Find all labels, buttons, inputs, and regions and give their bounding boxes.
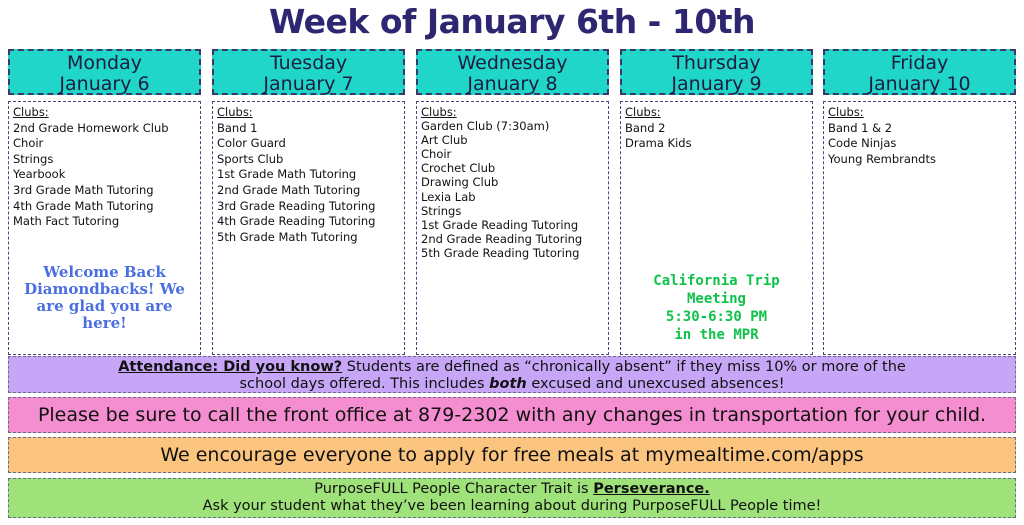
- clubs-label: Clubs:: [217, 105, 253, 119]
- trip-meeting-location: in the MPR: [674, 327, 759, 343]
- day-header-tuesday: [212, 49, 405, 95]
- day-header-friday: [823, 49, 1016, 95]
- day-date: January 8: [467, 73, 558, 95]
- clubs-label: Clubs:: [421, 105, 457, 119]
- clubs-label: Clubs:: [13, 105, 49, 119]
- club-item: 3rd Grade Reading Tutoring: [217, 198, 376, 213]
- day-date: January 9: [671, 73, 762, 95]
- club-item: Strings: [13, 151, 54, 166]
- welcome-message: Welcome Back Diamondbacks! We are glad you are here!: [24, 263, 185, 332]
- day-date: January 7: [263, 73, 354, 95]
- attendance-text-2: school days offered. This includes: [239, 376, 490, 392]
- day-name: Friday: [890, 52, 949, 74]
- trait-intro: PurposeFULL People Character Trait is: [314, 481, 594, 497]
- trip-meeting-notice: [625, 272, 808, 344]
- day-name: Monday: [66, 52, 142, 74]
- club-item: Young Rembrandts: [828, 151, 936, 166]
- attendance-line-2: [9, 376, 1015, 393]
- club-item: Math Fact Tutoring: [13, 214, 120, 229]
- day-column-thursday: [620, 101, 813, 355]
- attendance-text-1: Students are defined as “chronically absent” if they miss 10% or more of the: [342, 359, 906, 375]
- attendance-text-3: excused and unexcused absences!: [526, 376, 785, 392]
- club-item: Drawing Club: [421, 175, 499, 190]
- club-item: Code Ninjas: [828, 136, 897, 151]
- club-item: Band 1: [217, 120, 258, 135]
- club-item: 2nd Grade Homework Club: [13, 120, 169, 135]
- club-item: 4th Grade Reading Tutoring: [217, 214, 376, 229]
- club-item: Band 2: [625, 120, 666, 135]
- day-column-wednesday: [416, 101, 609, 355]
- day-column-tuesday: [212, 101, 405, 355]
- club-item: Color Guard: [217, 136, 286, 151]
- attendance-banner: [8, 356, 1016, 393]
- club-item: Garden Club (7:30am): [421, 119, 550, 134]
- trait-line-1: [9, 481, 1015, 498]
- meals-banner: We encourage everyone to apply for free meals at mymealtime.com/apps: [8, 437, 1016, 473]
- trait-line-2: Ask your student what they’ve been learning about during PurposeFULL People time!: [202, 498, 822, 514]
- clubs-label: Clubs:: [625, 105, 661, 119]
- club-item: Band 1 & 2: [828, 120, 893, 135]
- club-item: 2nd Grade Math Tutoring: [217, 182, 361, 197]
- trip-meeting-title: California Trip Meeting: [653, 273, 780, 307]
- trait-name: Perseverance.: [593, 481, 710, 497]
- day-header-thursday: [620, 49, 813, 95]
- club-item: Choir: [421, 147, 452, 162]
- day-name: Tuesday: [269, 52, 348, 74]
- club-item: 5th Grade Reading Tutoring: [421, 245, 580, 260]
- day-header-monday: [8, 49, 201, 95]
- club-item: Crochet Club: [421, 161, 496, 176]
- attendance-heading: Attendance: Did you know?: [118, 359, 343, 375]
- page-title: Week of January 6th - 10th: [268, 2, 756, 41]
- day-date: January 6: [59, 73, 150, 95]
- club-item: 5th Grade Math Tutoring: [217, 229, 358, 244]
- club-item: Art Club: [421, 133, 468, 148]
- club-item: Strings: [421, 203, 462, 218]
- club-item: Sports Club: [217, 151, 284, 166]
- character-trait-banner: [8, 478, 1016, 518]
- trip-meeting-time: 5:30-6:30 PM: [665, 309, 768, 325]
- day-column-friday: [823, 101, 1016, 355]
- club-item: 2nd Grade Reading Tutoring: [421, 231, 583, 246]
- club-item: 1st Grade Reading Tutoring: [421, 217, 579, 232]
- club-item: Choir: [13, 136, 44, 151]
- transportation-banner: Please be sure to call the front office at 879-2302 with any changes in transportation for your child.: [8, 397, 1016, 433]
- clubs-label: Clubs:: [828, 105, 864, 119]
- club-item: Yearbook: [13, 167, 66, 182]
- club-item: Lexia Lab: [421, 189, 476, 204]
- attendance-emphasis: both: [489, 376, 527, 392]
- day-date: January 10: [868, 73, 971, 95]
- day-name: Thursday: [672, 52, 761, 74]
- club-item: 4th Grade Math Tutoring: [13, 198, 154, 213]
- club-item: 1st Grade Math Tutoring: [217, 167, 357, 182]
- attendance-line-1: [9, 359, 1015, 376]
- club-item: Drama Kids: [625, 136, 692, 151]
- club-item: 3rd Grade Math Tutoring: [13, 182, 154, 197]
- day-name: Wednesday: [457, 52, 568, 74]
- day-column-monday: [8, 101, 201, 355]
- day-header-wednesday: [416, 49, 609, 95]
